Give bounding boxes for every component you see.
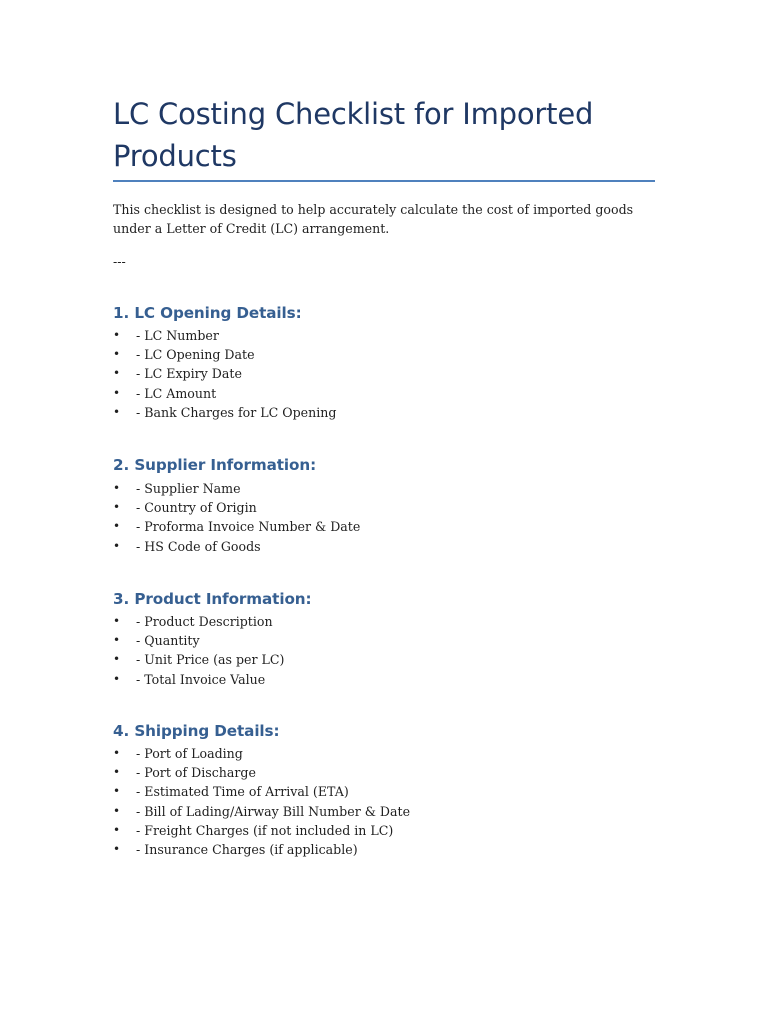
list-item-text: - Bill of Lading/Airway Bill Number & Date bbox=[136, 803, 411, 819]
section-heading-lc-opening: 1. LC Opening Details: bbox=[113, 304, 302, 322]
list-item-text: - LC Number bbox=[136, 328, 219, 343]
bullet-icon: • bbox=[113, 633, 121, 648]
list-item-text: - HS Code of Goods bbox=[136, 538, 261, 554]
bullet-icon: • bbox=[113, 538, 121, 553]
bullet-icon: • bbox=[113, 765, 121, 780]
section-separator: --- bbox=[113, 254, 126, 269]
bullet-icon: • bbox=[113, 500, 121, 515]
bullet-icon: • bbox=[113, 347, 121, 362]
list-item-text: - Port of Discharge bbox=[136, 765, 256, 781]
list-item-text: - Insurance Charges (if applicable) bbox=[136, 841, 358, 857]
title-underline-rule bbox=[113, 180, 655, 182]
bullet-icon: • bbox=[113, 671, 121, 686]
bullet-icon: • bbox=[113, 481, 121, 495]
bullet-icon: • bbox=[113, 652, 121, 667]
section-heading-supplier: 2. Supplier Information: bbox=[113, 456, 317, 474]
list-item-text: - Country of Origin bbox=[136, 500, 257, 516]
bullet-icon: • bbox=[113, 366, 121, 381]
list-item-text: - Quantity bbox=[136, 633, 200, 649]
list-item-text: - Unit Price (as per LC) bbox=[136, 652, 285, 668]
list-item-text: - Total Invoice Value bbox=[136, 671, 266, 687]
bullet-icon: • bbox=[113, 614, 121, 628]
bullet-icon: • bbox=[113, 822, 121, 837]
bullet-icon: • bbox=[113, 385, 121, 400]
bullet-icon: • bbox=[113, 328, 121, 342]
bullet-icon: • bbox=[113, 841, 121, 856]
bullet-icon: • bbox=[113, 784, 121, 799]
document-title: LC Costing Checklist for Imported Products bbox=[113, 97, 594, 173]
section-heading-shipping: 4. Shipping Details: bbox=[113, 722, 280, 740]
list-item-text: - LC Amount bbox=[136, 385, 217, 401]
list-item-text: - LC Opening Date bbox=[136, 347, 255, 363]
section-heading-product: 3. Product Information: bbox=[113, 590, 312, 608]
list-item-text: - Supplier Name bbox=[136, 481, 241, 496]
list-item-text: - Port of Loading bbox=[136, 746, 243, 761]
bullet-icon: • bbox=[113, 746, 121, 760]
bullet-icon: • bbox=[113, 803, 121, 818]
list-item-text: - LC Expiry Date bbox=[136, 366, 242, 382]
bullet-icon: • bbox=[113, 519, 121, 534]
list-item-text: - Freight Charges (if not included in LC) bbox=[136, 822, 394, 838]
intro-paragraph: This checklist is designed to help accurately calculate the cost of imported goods under a Letter of Credit (LC) arrangement. bbox=[113, 202, 634, 236]
list-item-text: - Bank Charges for LC Opening bbox=[136, 404, 337, 420]
list-item-text: - Proforma Invoice Number & Date bbox=[136, 519, 361, 535]
list-item-text: - Product Description bbox=[136, 614, 273, 629]
list-item-text: - Estimated Time of Arrival (ETA) bbox=[136, 784, 349, 800]
bullet-icon: • bbox=[113, 404, 121, 419]
